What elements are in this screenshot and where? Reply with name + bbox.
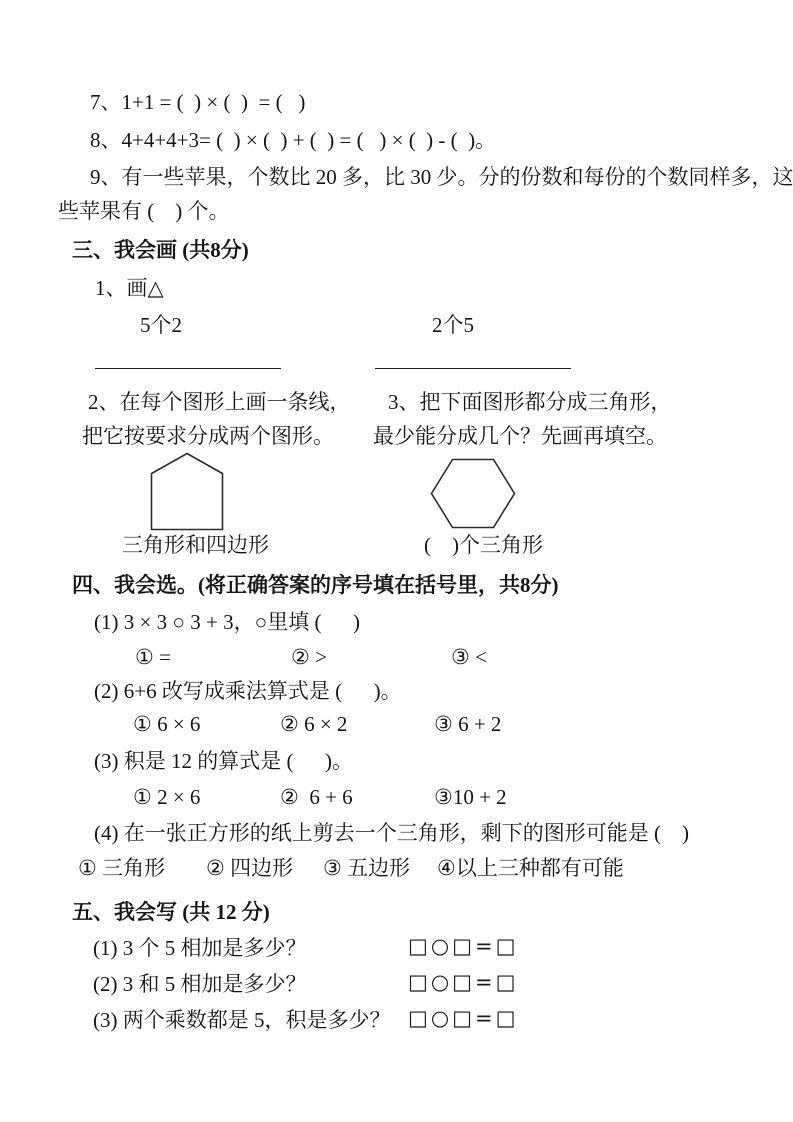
pentagon-caption: 三角形和四边形 (122, 533, 269, 557)
hexagon-caption: ( )个三角形 (424, 533, 543, 557)
section4-q4-stem: (4) 在一张正方形的纸上剪去一个三角形，剩下的图形可能是 ( ) (94, 821, 689, 845)
answer-line-right (375, 368, 571, 369)
pentagon-house-shape (150, 452, 224, 531)
s4q4-choice-3: ③ 五边形 (323, 856, 411, 880)
section4-q1-stem: (1) 3 × 3 ○ 3 + 3，○里填 ( ) (94, 610, 361, 634)
s4q4-choice-2: ② 四边形 (206, 856, 294, 880)
section5-q3-stem: (3) 两个乘数都是 5，积是多少？ (93, 1008, 391, 1032)
question-8: 8、4+4+4+3= ( ) × ( ) + ( ) = ( ) × ( ) - ( )。 (90, 128, 497, 152)
section4-q2-stem: (2) 6+6 改写成乘法算式是 ( )。 (94, 679, 402, 703)
s5q3-answer-boxes: □○□=□ (408, 1006, 519, 1030)
s4q1-choice-2: ② > (291, 645, 327, 669)
section3-q1: 1、画△ (95, 276, 164, 300)
q1-left-label: 5个2 (140, 313, 182, 337)
q1-right-label: 2个5 (432, 313, 474, 337)
s4q1-choice-3: ③ < (451, 645, 487, 669)
hexagon-shape (430, 458, 516, 529)
s4q4-choice-1: ① 三角形 (78, 856, 166, 880)
s4q3-choice-1: ① 2 × 6 (133, 785, 201, 809)
section3-q3-line1: 3、把下面图形都分成三角形， (388, 390, 672, 414)
s4q1-choice-1: ① = (135, 645, 171, 669)
section3-heading: 三、我会画 (共8分) (72, 238, 249, 262)
section5-q2-stem: (2) 3 和 5 相加是多少？ (93, 972, 307, 996)
section5-heading: 五、我会写 (共 12 分) (72, 900, 270, 924)
s4q2-choice-2: ② 6 × 2 (280, 712, 348, 736)
s5q2-answer-boxes: □○□=□ (408, 970, 519, 994)
section4-heading: 四、我会选。(将正确答案的序号填在括号里，共8分) (72, 573, 559, 597)
section5-q1-stem: (1) 3 个 5 相加是多少？ (93, 936, 307, 960)
answer-line-left (95, 368, 281, 369)
section3-q3-line2: 最少能分成几个？先画再填空。 (373, 424, 667, 448)
section3-q2-line1: 2、在每个图形上画一条线， (88, 390, 351, 414)
question-9-line1: 9、有一些苹果，个数比 20 多，比 30 少。分的份数和每份的个数同样多，这 (90, 165, 793, 189)
question-7: 7、1+1 = ( ) × ( ) = ( ) (90, 90, 306, 114)
s4q3-choice-3: ③10 + 2 (434, 785, 507, 809)
s4q2-choice-1: ① 6 × 6 (133, 712, 201, 736)
question-9-line2: 些苹果有 ( ) 个。 (58, 199, 230, 223)
s4q3-choice-2: ② 6 + 6 (280, 785, 353, 809)
section4-q3-stem: (3) 积是 12 的算式是 ( )。 (94, 749, 353, 773)
s4q2-choice-3: ③ 6 + 2 (434, 712, 502, 736)
section3-q2-line2: 把它按要求分成两个图形。 (82, 424, 334, 448)
s4q4-choice-4: ④以上三种都有可能 (437, 856, 624, 880)
s5q1-answer-boxes: □○□=□ (408, 934, 519, 958)
